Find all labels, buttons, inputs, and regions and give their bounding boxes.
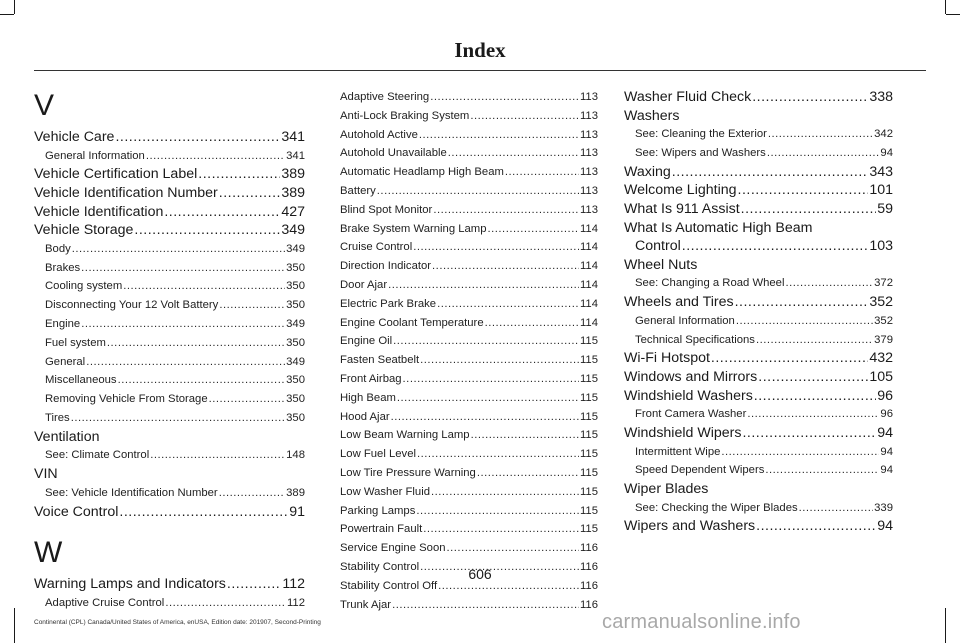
index-subentry bbox=[340, 596, 598, 615]
entry-page-number: 350 bbox=[286, 299, 305, 312]
dot-leader bbox=[423, 520, 579, 539]
dot-leader bbox=[119, 503, 288, 522]
crop-mark bbox=[945, 608, 946, 643]
dot-leader bbox=[417, 445, 579, 464]
dot-leader bbox=[115, 128, 280, 147]
index-subentry bbox=[624, 443, 893, 462]
index-entry bbox=[34, 203, 305, 222]
entry-page-number: 91 bbox=[289, 503, 305, 520]
index-entry bbox=[624, 368, 893, 387]
entry-page-number: 350 bbox=[286, 336, 305, 349]
index-subentry bbox=[34, 409, 305, 428]
dot-leader bbox=[397, 389, 579, 408]
entry-label: Low Tire Pressure Warning bbox=[340, 466, 476, 479]
index-subentry bbox=[340, 389, 598, 408]
entry-label: Engine Oil bbox=[340, 335, 393, 348]
index-subentry bbox=[340, 201, 598, 220]
entry-label: Service Engine Soon bbox=[340, 542, 446, 555]
index-column-3 bbox=[624, 88, 893, 536]
entry-label: Cruise Control bbox=[340, 241, 413, 254]
dot-leader bbox=[470, 107, 579, 126]
entry-page-number: 113 bbox=[579, 91, 598, 103]
entry-label: General Information bbox=[45, 149, 145, 162]
entry-label: Stability Control Off bbox=[340, 579, 438, 592]
page-title: Index bbox=[454, 38, 506, 62]
index-subentry bbox=[340, 88, 598, 107]
index-subentry bbox=[34, 296, 305, 315]
crop-mark bbox=[14, 608, 15, 643]
index-subentry bbox=[624, 125, 893, 144]
crop-mark bbox=[945, 0, 946, 14]
entry-label: Automatic Headlamp High Beam bbox=[340, 166, 504, 179]
entry-page-number: 94 bbox=[877, 518, 893, 535]
index-subentry bbox=[340, 182, 598, 201]
index-subentry bbox=[624, 405, 893, 424]
entry-label: Blind Spot Monitor bbox=[340, 203, 433, 216]
entry-label: Engine bbox=[45, 317, 81, 330]
entry-page-number: 116 bbox=[579, 560, 598, 573]
entry-page-number: 389 bbox=[286, 486, 305, 499]
dot-leader bbox=[393, 332, 579, 351]
dot-leader bbox=[711, 349, 868, 368]
entry-label: Battery bbox=[340, 184, 376, 197]
index-entry bbox=[624, 88, 893, 107]
dot-leader bbox=[752, 88, 868, 107]
index-subentry bbox=[624, 499, 893, 518]
entry-page-number: 116 bbox=[579, 542, 598, 555]
entry-page-number: 114 bbox=[579, 241, 598, 254]
dot-leader bbox=[123, 277, 285, 296]
entry-page-number: 112 bbox=[286, 596, 305, 609]
entry-label: Washer Fluid Check bbox=[624, 89, 752, 105]
dot-leader bbox=[219, 484, 285, 503]
index-entry bbox=[624, 200, 893, 219]
dot-leader bbox=[754, 387, 876, 406]
entry-page-number: 379 bbox=[874, 333, 893, 346]
index-entry bbox=[624, 181, 893, 200]
entry-label: Vehicle Identification bbox=[34, 203, 164, 220]
entry-label: Fuel system bbox=[45, 336, 106, 349]
entry-page-number: 350 bbox=[286, 280, 305, 293]
dot-leader bbox=[756, 517, 876, 536]
index-entry bbox=[34, 184, 305, 203]
dot-leader bbox=[198, 165, 280, 184]
dot-leader bbox=[431, 483, 579, 502]
dot-leader bbox=[721, 443, 879, 462]
dot-leader bbox=[377, 182, 579, 201]
dot-leader bbox=[735, 293, 869, 312]
crop-mark bbox=[946, 14, 960, 15]
entry-label: See: Climate Control bbox=[45, 449, 150, 462]
index-entry bbox=[624, 293, 893, 312]
section-letter: W bbox=[34, 536, 63, 570]
entry-label: Fasten Seatbelt bbox=[340, 354, 420, 367]
entry-label: General Information bbox=[635, 314, 735, 327]
entry-page-number: 343 bbox=[869, 163, 893, 180]
index-subentry bbox=[624, 312, 893, 331]
index-subentry bbox=[34, 484, 305, 503]
dot-leader bbox=[799, 499, 874, 518]
index-entry bbox=[624, 349, 893, 368]
index-heading: Wiper Blades bbox=[624, 481, 709, 498]
dot-leader bbox=[485, 314, 579, 333]
dot-leader bbox=[165, 594, 286, 613]
entry-page-number: 94 bbox=[880, 445, 893, 458]
dot-leader bbox=[765, 461, 879, 480]
index-subentry bbox=[34, 594, 305, 613]
dot-leader bbox=[413, 238, 579, 257]
entry-page-number: 341 bbox=[281, 129, 305, 145]
entry-label: Miscellaneous bbox=[45, 374, 117, 387]
dot-leader bbox=[209, 390, 286, 409]
index-subentry bbox=[624, 274, 893, 293]
entry-label: Warning Lamps and Indicators bbox=[34, 576, 226, 593]
dot-leader bbox=[682, 237, 869, 256]
index-subentry bbox=[34, 240, 305, 259]
crop-mark bbox=[14, 0, 15, 14]
entry-page-number: 114 bbox=[579, 222, 598, 235]
entry-label: High Beam bbox=[340, 391, 396, 404]
dot-leader bbox=[403, 370, 579, 389]
entry-page-number: 113 bbox=[579, 184, 598, 197]
entry-label: Vehicle Storage bbox=[34, 222, 134, 239]
dot-leader bbox=[505, 163, 579, 182]
entry-label: Hood Ajar bbox=[340, 410, 390, 423]
entry-page-number: 350 bbox=[286, 261, 305, 274]
entry-label: Waxing bbox=[624, 163, 671, 180]
index-subentry bbox=[340, 126, 598, 145]
entry-page-number: 114 bbox=[579, 278, 598, 291]
entry-page-number: 341 bbox=[286, 149, 305, 162]
index-subentry bbox=[624, 144, 893, 163]
entry-label: Wheels and Tires bbox=[624, 294, 734, 311]
entry-label: Body bbox=[45, 242, 71, 255]
entry-label: Wipers and Washers bbox=[624, 518, 756, 535]
dot-leader bbox=[388, 276, 579, 295]
entry-page-number: 114 bbox=[579, 297, 598, 310]
dot-leader bbox=[736, 312, 873, 331]
entry-page-number: 352 bbox=[869, 294, 893, 311]
index-heading: Ventilation bbox=[34, 428, 100, 445]
dot-leader bbox=[477, 464, 579, 483]
index-subentry bbox=[34, 353, 305, 372]
dot-leader bbox=[488, 220, 579, 239]
index-subentry bbox=[624, 461, 893, 480]
dot-leader bbox=[432, 257, 579, 276]
entry-page-number: 349 bbox=[286, 317, 305, 330]
dot-leader bbox=[118, 371, 286, 390]
entry-label: Front Camera Washer bbox=[635, 408, 747, 421]
entry-page-number: 372 bbox=[874, 277, 893, 290]
entry-page-number: 350 bbox=[286, 374, 305, 387]
index-entry bbox=[624, 517, 893, 536]
entry-page-number: 427 bbox=[281, 203, 305, 220]
entry-label: Brakes bbox=[45, 261, 81, 274]
section-letter: V bbox=[34, 89, 55, 122]
dot-leader bbox=[86, 353, 285, 372]
entry-label: Low Washer Fluid bbox=[340, 485, 430, 498]
entry-label: Vehicle Identification Number bbox=[34, 184, 218, 201]
entry-label: Brake System Warning Lamp bbox=[340, 222, 487, 235]
page-number: 606 bbox=[468, 566, 492, 582]
dot-leader bbox=[448, 144, 579, 163]
index-heading: VIN bbox=[34, 466, 58, 483]
index-entry bbox=[34, 165, 305, 184]
dot-leader bbox=[758, 368, 868, 387]
dot-leader bbox=[420, 351, 579, 370]
entry-label: Autohold Active bbox=[340, 128, 418, 141]
dot-leader bbox=[164, 203, 280, 222]
index-column-2 bbox=[340, 88, 598, 614]
dot-leader bbox=[219, 296, 285, 315]
dot-leader bbox=[756, 331, 873, 350]
index-subentry bbox=[340, 314, 598, 333]
dot-leader bbox=[72, 240, 285, 259]
title-divider bbox=[34, 70, 926, 71]
entry-label: Removing Vehicle From Storage bbox=[45, 393, 208, 406]
index-subentry bbox=[340, 220, 598, 239]
index-subentry bbox=[34, 277, 305, 296]
entry-page-number: 115 bbox=[579, 504, 598, 517]
entry-page-number: 339 bbox=[874, 501, 893, 514]
entry-page-number: 101 bbox=[869, 182, 893, 199]
entry-page-number: 115 bbox=[579, 391, 598, 404]
entry-label: Adaptive Steering bbox=[340, 91, 430, 103]
entry-label: Anti-Lock Braking System bbox=[340, 109, 470, 122]
entry-page-number: 338 bbox=[869, 89, 893, 105]
index-subentry bbox=[340, 257, 598, 276]
entry-page-number: 94 bbox=[880, 146, 893, 159]
entry-label: Vehicle Care bbox=[34, 129, 115, 145]
index-heading: What Is Automatic High Beam bbox=[624, 219, 813, 236]
entry-label: Parking Lamps bbox=[340, 504, 416, 517]
entry-label: See: Changing a Road Wheel bbox=[635, 277, 785, 290]
entry-page-number: 115 bbox=[579, 448, 598, 461]
entry-page-number: 114 bbox=[579, 316, 598, 329]
dot-leader bbox=[471, 426, 579, 445]
dot-leader bbox=[150, 446, 285, 465]
dot-leader bbox=[134, 221, 280, 240]
entry-page-number: 115 bbox=[579, 466, 598, 479]
entry-page-number: 94 bbox=[877, 424, 893, 441]
entry-label: Windshield Washers bbox=[624, 387, 753, 404]
entry-label: Voice Control bbox=[34, 503, 119, 520]
entry-page-number: 350 bbox=[286, 411, 305, 424]
dot-leader bbox=[672, 163, 869, 182]
dot-leader bbox=[107, 334, 285, 353]
entry-label: Speed Dependent Wipers bbox=[635, 464, 765, 477]
entry-page-number: 114 bbox=[579, 260, 598, 273]
index-subentry bbox=[34, 259, 305, 278]
dot-leader bbox=[219, 184, 281, 203]
dot-leader bbox=[81, 315, 285, 334]
entry-label: See: Wipers and Washers bbox=[635, 146, 766, 159]
entry-label: See: Checking the Wiper Blades bbox=[635, 501, 798, 514]
entry-label: Windows and Mirrors bbox=[624, 368, 758, 385]
dot-leader bbox=[447, 539, 579, 558]
index-subentry bbox=[340, 445, 598, 464]
index-entry bbox=[624, 163, 893, 182]
dot-leader bbox=[430, 88, 579, 107]
dot-leader bbox=[391, 408, 579, 427]
dot-leader bbox=[741, 200, 877, 219]
entry-page-number: 103 bbox=[869, 238, 893, 255]
entry-page-number: 389 bbox=[281, 166, 305, 183]
index-entry bbox=[34, 503, 305, 522]
entry-label: Tires bbox=[45, 411, 70, 424]
dot-leader bbox=[785, 274, 873, 293]
index-subentry bbox=[340, 295, 598, 314]
entry-label: Low Beam Warning Lamp bbox=[340, 429, 470, 442]
entry-page-number: 59 bbox=[877, 200, 893, 217]
entry-page-number: 115 bbox=[579, 354, 598, 367]
index-subentry bbox=[340, 539, 598, 558]
index-subentry bbox=[34, 371, 305, 390]
entry-page-number: 113 bbox=[579, 147, 598, 160]
entry-label: Powertrain Fault bbox=[340, 523, 423, 536]
entry-page-number: 349 bbox=[286, 242, 305, 255]
dot-leader bbox=[437, 295, 579, 314]
entry-label: Trunk Ajar bbox=[340, 598, 392, 611]
entry-page-number: 349 bbox=[281, 222, 305, 239]
entry-page-number: 115 bbox=[579, 335, 598, 348]
entry-page-number: 116 bbox=[579, 598, 598, 611]
index-subentry bbox=[340, 370, 598, 389]
entry-label: Autohold Unavailable bbox=[340, 147, 447, 160]
entry-label: Windshield Wipers bbox=[624, 424, 742, 441]
entry-page-number: 389 bbox=[281, 184, 305, 201]
index-subentry bbox=[340, 238, 598, 257]
index-subentry bbox=[340, 426, 598, 445]
entry-label: Front Airbag bbox=[340, 372, 402, 385]
dot-leader bbox=[71, 409, 285, 428]
dot-leader bbox=[433, 201, 579, 220]
index-subentry bbox=[340, 332, 598, 351]
entry-page-number: 113 bbox=[579, 128, 598, 141]
index-subentry bbox=[340, 107, 598, 126]
entry-label: Electric Park Brake bbox=[340, 297, 437, 310]
index-column-1 bbox=[34, 88, 305, 613]
entry-page-number: 113 bbox=[579, 203, 598, 216]
index-heading: Wheel Nuts bbox=[624, 256, 698, 273]
index-entry bbox=[34, 128, 305, 147]
index-entry bbox=[624, 387, 893, 406]
entry-label: Disconnecting Your 12 Volt Battery bbox=[45, 299, 219, 312]
entry-page-number: 116 bbox=[579, 579, 598, 592]
entry-page-number: 113 bbox=[579, 109, 598, 122]
dot-leader bbox=[768, 125, 873, 144]
index-subentry bbox=[340, 483, 598, 502]
index-subentry bbox=[34, 446, 305, 465]
index-entry-continuation bbox=[624, 237, 893, 256]
entry-label: Intermittent Wipe bbox=[635, 445, 721, 458]
index-subentry bbox=[340, 408, 598, 427]
entry-label: Direction Indicator bbox=[340, 260, 432, 273]
entry-page-number: 115 bbox=[579, 372, 598, 385]
entry-page-number: 113 bbox=[579, 166, 598, 179]
entry-label: Control bbox=[635, 238, 681, 255]
entry-label: General bbox=[45, 355, 86, 368]
index-heading: Washers bbox=[624, 107, 680, 124]
index-subentry bbox=[340, 144, 598, 163]
index-subentry bbox=[34, 147, 305, 166]
entry-label: Door Ajar bbox=[340, 278, 388, 291]
dot-leader bbox=[419, 126, 579, 145]
entry-page-number: 432 bbox=[869, 350, 893, 367]
index-subentry bbox=[34, 390, 305, 409]
index-subentry bbox=[340, 502, 598, 521]
entry-label: See: Cleaning the Exterior bbox=[635, 128, 767, 141]
entry-label: Technical Specifications bbox=[635, 333, 755, 346]
entry-label: Adaptive Cruise Control bbox=[45, 596, 165, 609]
index-subentry bbox=[34, 334, 305, 353]
entry-page-number: 105 bbox=[869, 368, 893, 385]
entry-label: What Is 911 Assist bbox=[624, 200, 740, 217]
entry-page-number: 148 bbox=[286, 449, 305, 462]
index-subentry bbox=[340, 163, 598, 182]
entry-label: Low Fuel Level bbox=[340, 448, 416, 461]
entry-label: Wi-Fi Hotspot bbox=[624, 350, 710, 367]
entry-label: Welcome Lighting bbox=[624, 182, 737, 199]
entry-page-number: 115 bbox=[579, 485, 598, 498]
crop-mark bbox=[0, 14, 14, 15]
entry-page-number: 96 bbox=[877, 387, 893, 404]
dot-leader bbox=[738, 181, 869, 200]
index-subentry bbox=[624, 331, 893, 350]
dot-leader bbox=[81, 259, 285, 278]
index-subentry bbox=[340, 276, 598, 295]
entry-label: Engine Coolant Temperature bbox=[340, 316, 484, 329]
entry-page-number: 96 bbox=[880, 408, 893, 421]
entry-page-number: 115 bbox=[579, 429, 598, 442]
entry-page-number: 112 bbox=[282, 576, 305, 593]
dot-leader bbox=[392, 596, 579, 615]
index-subentry bbox=[340, 351, 598, 370]
entry-page-number: 115 bbox=[579, 410, 598, 423]
dot-leader bbox=[767, 144, 880, 163]
index-subentry bbox=[340, 520, 598, 539]
index-subentry bbox=[340, 464, 598, 483]
entry-page-number: 350 bbox=[286, 393, 305, 406]
footer-edition-text: Continental (CPL) Canada/United States of America, enUSA, Edition date: 201907, Second-Printing bbox=[34, 619, 321, 626]
entry-page-number: 352 bbox=[874, 314, 893, 327]
dot-leader bbox=[742, 424, 876, 443]
entry-page-number: 94 bbox=[880, 464, 893, 477]
dot-leader bbox=[146, 147, 285, 166]
entry-page-number: 342 bbox=[874, 128, 893, 141]
index-entry bbox=[624, 424, 893, 443]
dot-leader bbox=[747, 405, 879, 424]
entry-label: Vehicle Certification Label bbox=[34, 166, 198, 183]
entry-page-number: 349 bbox=[286, 355, 305, 368]
entry-label: Cooling system bbox=[45, 280, 123, 293]
dot-leader bbox=[416, 502, 579, 521]
index-entry bbox=[34, 221, 305, 240]
entry-label: Stability Control bbox=[340, 560, 420, 573]
entry-label: See: Vehicle Identification Number bbox=[45, 486, 218, 499]
watermark: carmanualsonline.info bbox=[602, 611, 801, 633]
index-subentry bbox=[34, 315, 305, 334]
entry-page-number: 115 bbox=[579, 523, 598, 536]
